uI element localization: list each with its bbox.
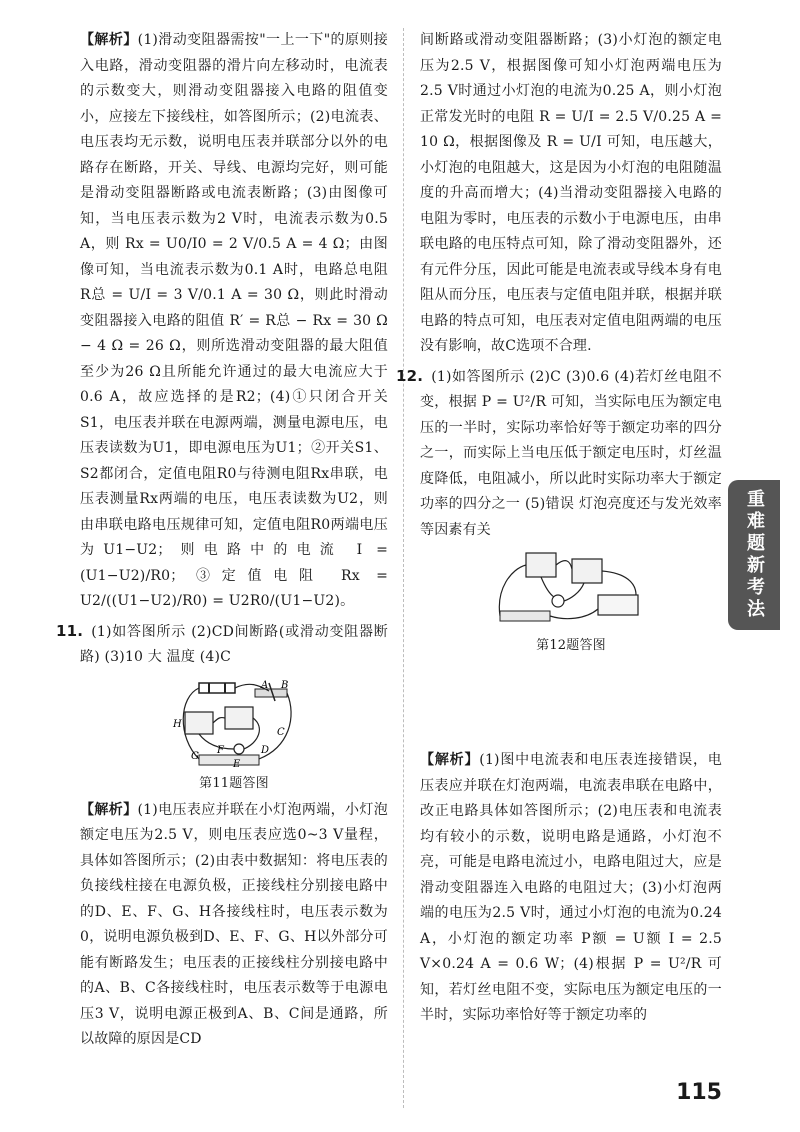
q11-analysis-text: (1)电压表应并联在小灯泡两端，小灯泡额定电压为2.5 V，则电压表应选0~3 V量程，具体如答图所示；(2)由表中数据知：将电压表的负接线柱接在电源负极，正接线柱分别接电路中的D、E、F、G、H各接线柱时，电压表示数为0，说明电源负极到D、E、F、G、H以外部分可能有断路发生；电压表的正接线柱分别接电路中的A、B、C各接线柱时，电压表示数等于电源电压3 V，说明电源正极到A、B、C间是通路，所以故障的原因是CD <box>80 801 388 1047</box>
q10-analysis <box>80 28 388 615</box>
page-number: 115 <box>676 1080 722 1105</box>
fig11-label-E: E <box>233 758 241 770</box>
fig11-circuit-diagram <box>169 677 299 772</box>
fig11-label-D: D <box>261 744 270 756</box>
fig11-label-A: A <box>261 679 269 691</box>
q12-analysis-text: (1)图中电流表和电压表连接错误，电压表应并联在灯泡两端，电流表串联在电路中，改正电路具体如答图所示；(2)电压表和电流表均有较小的示数，说明电路是通路，小灯泡不亮，可能是电路电流过小，电路电阻过大，应是滑动变阻器连入电路的电阻过大；(3)小灯泡两端的电压为2.5 V时，通过小灯泡的电流为0.24 A，小灯泡的额定功率 P额 = U额 I = 2.5 V×0.24 A = 0.6 W；(4)根据 P = U²/R 可知，若灯丝电阻不变，实际电压为额定电压的一半时，实际功率恰好等于额定功率的 <box>420 752 722 1023</box>
fig11-caption: 第11题答图 <box>199 775 269 791</box>
analysis-tag: 【解析】 <box>80 801 138 818</box>
fig11 <box>80 677 388 794</box>
blank-space <box>420 660 722 748</box>
side-tab: 重难题新考法 <box>728 480 780 630</box>
fig11-label-H: H <box>173 718 182 730</box>
column-divider <box>403 28 404 1108</box>
fig11-label-C: C <box>277 726 285 738</box>
q11-answer-text: (1)如答图所示 (2)CD间断路(或滑动变阻器断路) (3)10 大 温度 (4)C <box>80 623 388 665</box>
fig12-caption: 第12题答图 <box>536 638 606 653</box>
analysis-tag: 【解析】 <box>80 32 138 48</box>
fig12-circuit-diagram <box>496 549 646 634</box>
fig11-label-B: B <box>281 679 289 691</box>
q12-analysis <box>420 748 722 1029</box>
right-column <box>396 28 722 1029</box>
q11-analysis-continued: 间断路或滑动变阻器断路；(3)小灯泡的额定电压为2.5 V，根据图像可知小灯泡两端电压为2.5 V时通过小灯泡的电流为0.25 A，则小灯泡正常发光时的电阻 R = U/I = 2.5 V/0.25 A = 10 Ω，根据图像及 R = U/I 可知，电压越大，小灯泡的电阻越大，这是因为小灯泡的电阻随温度的升高而增大；(4)当滑动变阻器接入电路的电阻为零时，电压表的示数小于电源电压，由串联电路的电压特点可知，除了滑动变阻器外，还有元件分压，因此可能是电流表或导线本身有电阻从而分压，电压表与定值电阻并联，根据并联电路的特点可知，电压表对定值电阻两端的电压没有影响，故C选项不合理. <box>420 32 722 354</box>
fig11-label-G: G <box>191 750 200 762</box>
q11-answer <box>56 619 388 671</box>
q11-analysis <box>80 798 388 1053</box>
q12-answer-text: (1)如答图所示 (2)C (3)0.6 (4)若灯丝电阻不变，根据 P = U²/R 可知，当实际电压为额定电压的一半时，实际功率恰好等于额定功率的四分之一，而实际上当电压低于额定电压时，灯丝温度降低，电阻减小，所以此时实际功率大于额定功率的四分之一 (5)错误 灯泡亮度还与发光效率等因素有关 <box>420 368 722 538</box>
q12-number: 12. <box>396 366 424 385</box>
left-column <box>56 28 388 1053</box>
analysis-tag: 【解析】 <box>420 752 480 768</box>
q10-analysis-text: (1)滑动变阻器需按"一上一下"的原则接入电路，滑动变阻器的滑片向左移动时，电流表的示数变大，则滑动变阻器接入电路的阻值变小，应接左下接线柱，如答图所示；(2)电流表、电压表均无示数，说明电压表并联部分以外的电路存在断路，开关、导线、电源均完好，则可能是滑动变阻器断路或电流表断路；(3)由图像可知，当电压表示数为2 V时，电流表示数为0.5 A，则 Rx = U0/I0 = 2 V/0.5 A = 4 Ω；由图像可知，当电流表示数为0.1 A时，电路总电阻 R总 = U/I = 3 V/0.1 A = 30 Ω，则此时滑动变阻器接入电路的阻值 R′ = R总 − Rx = 30 Ω − 4 Ω = 26 Ω，则所选滑动变阻器的最大阻值至少为26 Ω且所能允许通过的最大电流应大于0.6 A，故应选择的是R2；(4)①只闭合开关S1，电压表并联在电源两端，测量电源电压，电压表读数为U1，即电源电压为U1；②开关S1、S2都闭合，定值电阻R0与待测电阻Rx串联，电压表测量Rx两端的电压，电压表读数为U2，则由串联电路电压规律可知，定值电阻R0两端电压为U1−U2；则电路中的电流 I = (U1−U2)/R0；③定值电阻 Rx = U2/((U1−U2)/R0) = U2R0/(U1−U2)。 <box>80 32 388 609</box>
fig12 <box>420 549 722 656</box>
fig11-label-F: F <box>217 744 225 756</box>
q11-number: 11. <box>56 621 84 640</box>
q12-answer <box>396 364 722 544</box>
